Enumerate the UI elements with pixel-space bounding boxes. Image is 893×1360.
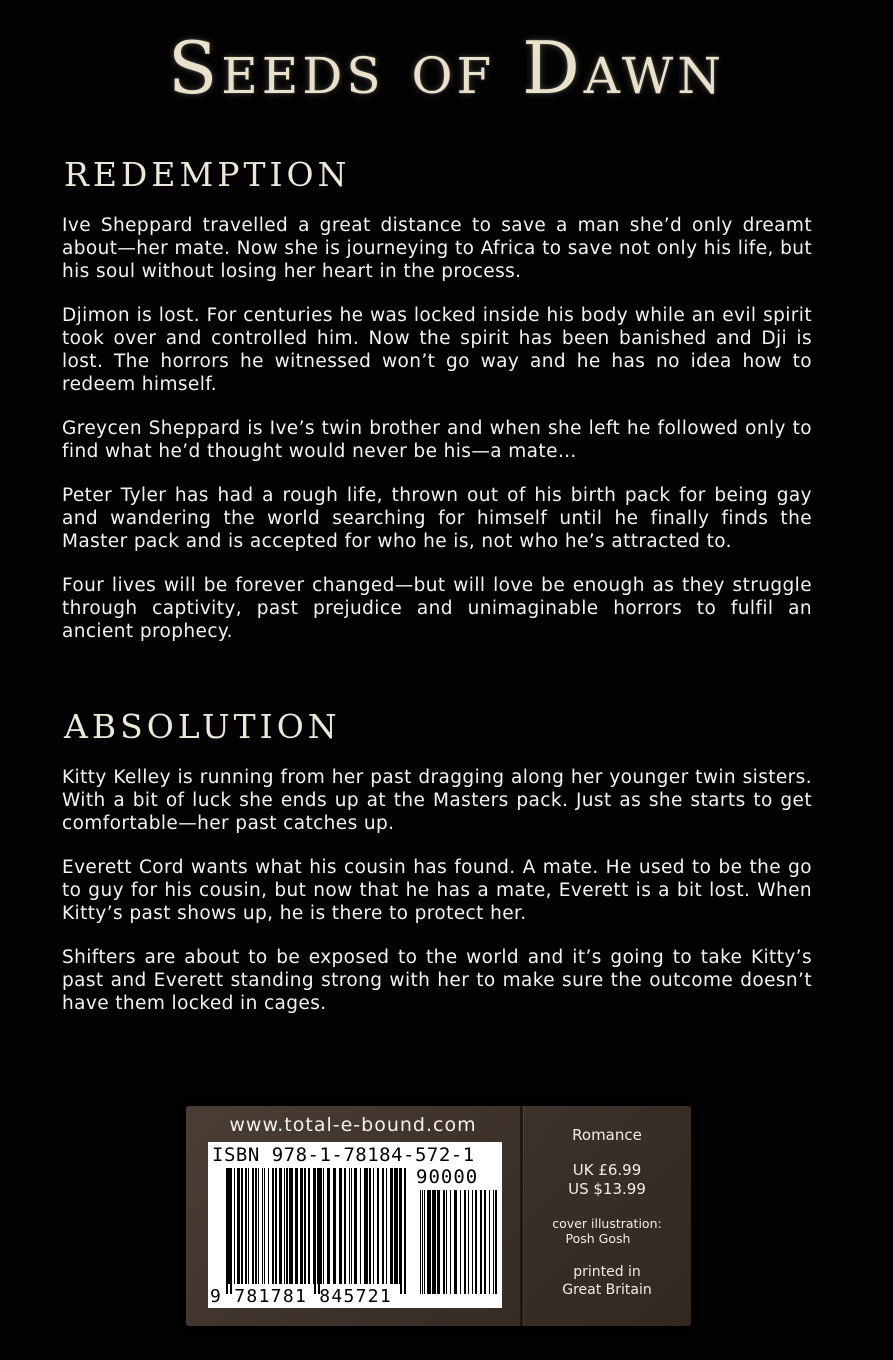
- book-title: Seeds of Dawn: [167, 26, 726, 110]
- absolution-blurb: [62, 766, 812, 1036]
- blurb-paragraph: Greycen Sheppard is Ive’s twin brother and when she left he followed only to find what he’d thought would never be his—a mate…: [62, 418, 812, 462]
- blurb-paragraph: Four lives will be forever changed—but will love be enough as they struggle through captivity, past prejudice and unimaginable horrors to fulfil an ancient prophecy.: [62, 575, 812, 642]
- ean-number: 9 781781 845721: [210, 1286, 393, 1307]
- illustration-credit-label: cover illustration:: [552, 1216, 662, 1231]
- printed-in-label: printed in: [573, 1264, 641, 1280]
- barcode-panel: [186, 1106, 691, 1326]
- publisher-website: www.total-e-bound.com: [229, 1114, 477, 1136]
- section-heading-absolution: ABSOLUTION: [64, 707, 341, 746]
- genre-label: Romance: [572, 1126, 642, 1144]
- isbn-number: ISBN 978-1-78184-572-1: [212, 1144, 475, 1166]
- blurb-paragraph: Djimon is lost. For centuries he was locked inside his body while an evil spirit took over and controlled him. Now the spirit has been banished and Dji is lost. The horrors he witnessed won’t go way and he has no idea how to redeem himself.: [62, 305, 812, 395]
- illustrator-name: Posh Gosh: [565, 1231, 631, 1246]
- price-us: US $13.99: [568, 1180, 646, 1198]
- barcode-box: [208, 1142, 502, 1308]
- price-uk: UK £6.99: [572, 1161, 642, 1179]
- blurb-paragraph: Kitty Kelley is running from her past dragging along her younger twin sisters. With a bit of luck she ends up at the Masters pack. Just as she starts to get comfortable—her past catches up.: [62, 767, 812, 834]
- barcode-addon-number: 90000: [416, 1166, 479, 1188]
- blurb-paragraph: Peter Tyler has had a rough life, thrown out of his birth pack for being gay and wandering the world searching for himself until he finally finds the Master pack and is accepted for who he is, not who he’s attracted to.: [62, 485, 812, 552]
- redemption-blurb: [62, 214, 812, 664]
- printed-in-country: Great Britain: [562, 1282, 652, 1298]
- blurb-paragraph: Ive Sheppard travelled a great distance to save a man she’d only dreamt about—her mate. Now she is journeying to Africa to save not only his life, but his soul without losing her heart in the process.: [62, 215, 812, 282]
- blurb-paragraph: Everett Cord wants what his cousin has found. A mate. He used to be the go to guy for his cousin, but now that he has a mate, Everett is a bit lost. When Kitty’s past shows up, he is there to protect her.: [62, 857, 812, 924]
- book-info: [523, 1106, 691, 1326]
- section-heading-redemption: REDEMPTION: [64, 155, 351, 194]
- blurb-paragraph: Shifters are about to be exposed to the world and it’s going to take Kitty’s past and Everett standing strong with her to make sure the outcome doesn’t have them locked in cages.: [62, 947, 812, 1014]
